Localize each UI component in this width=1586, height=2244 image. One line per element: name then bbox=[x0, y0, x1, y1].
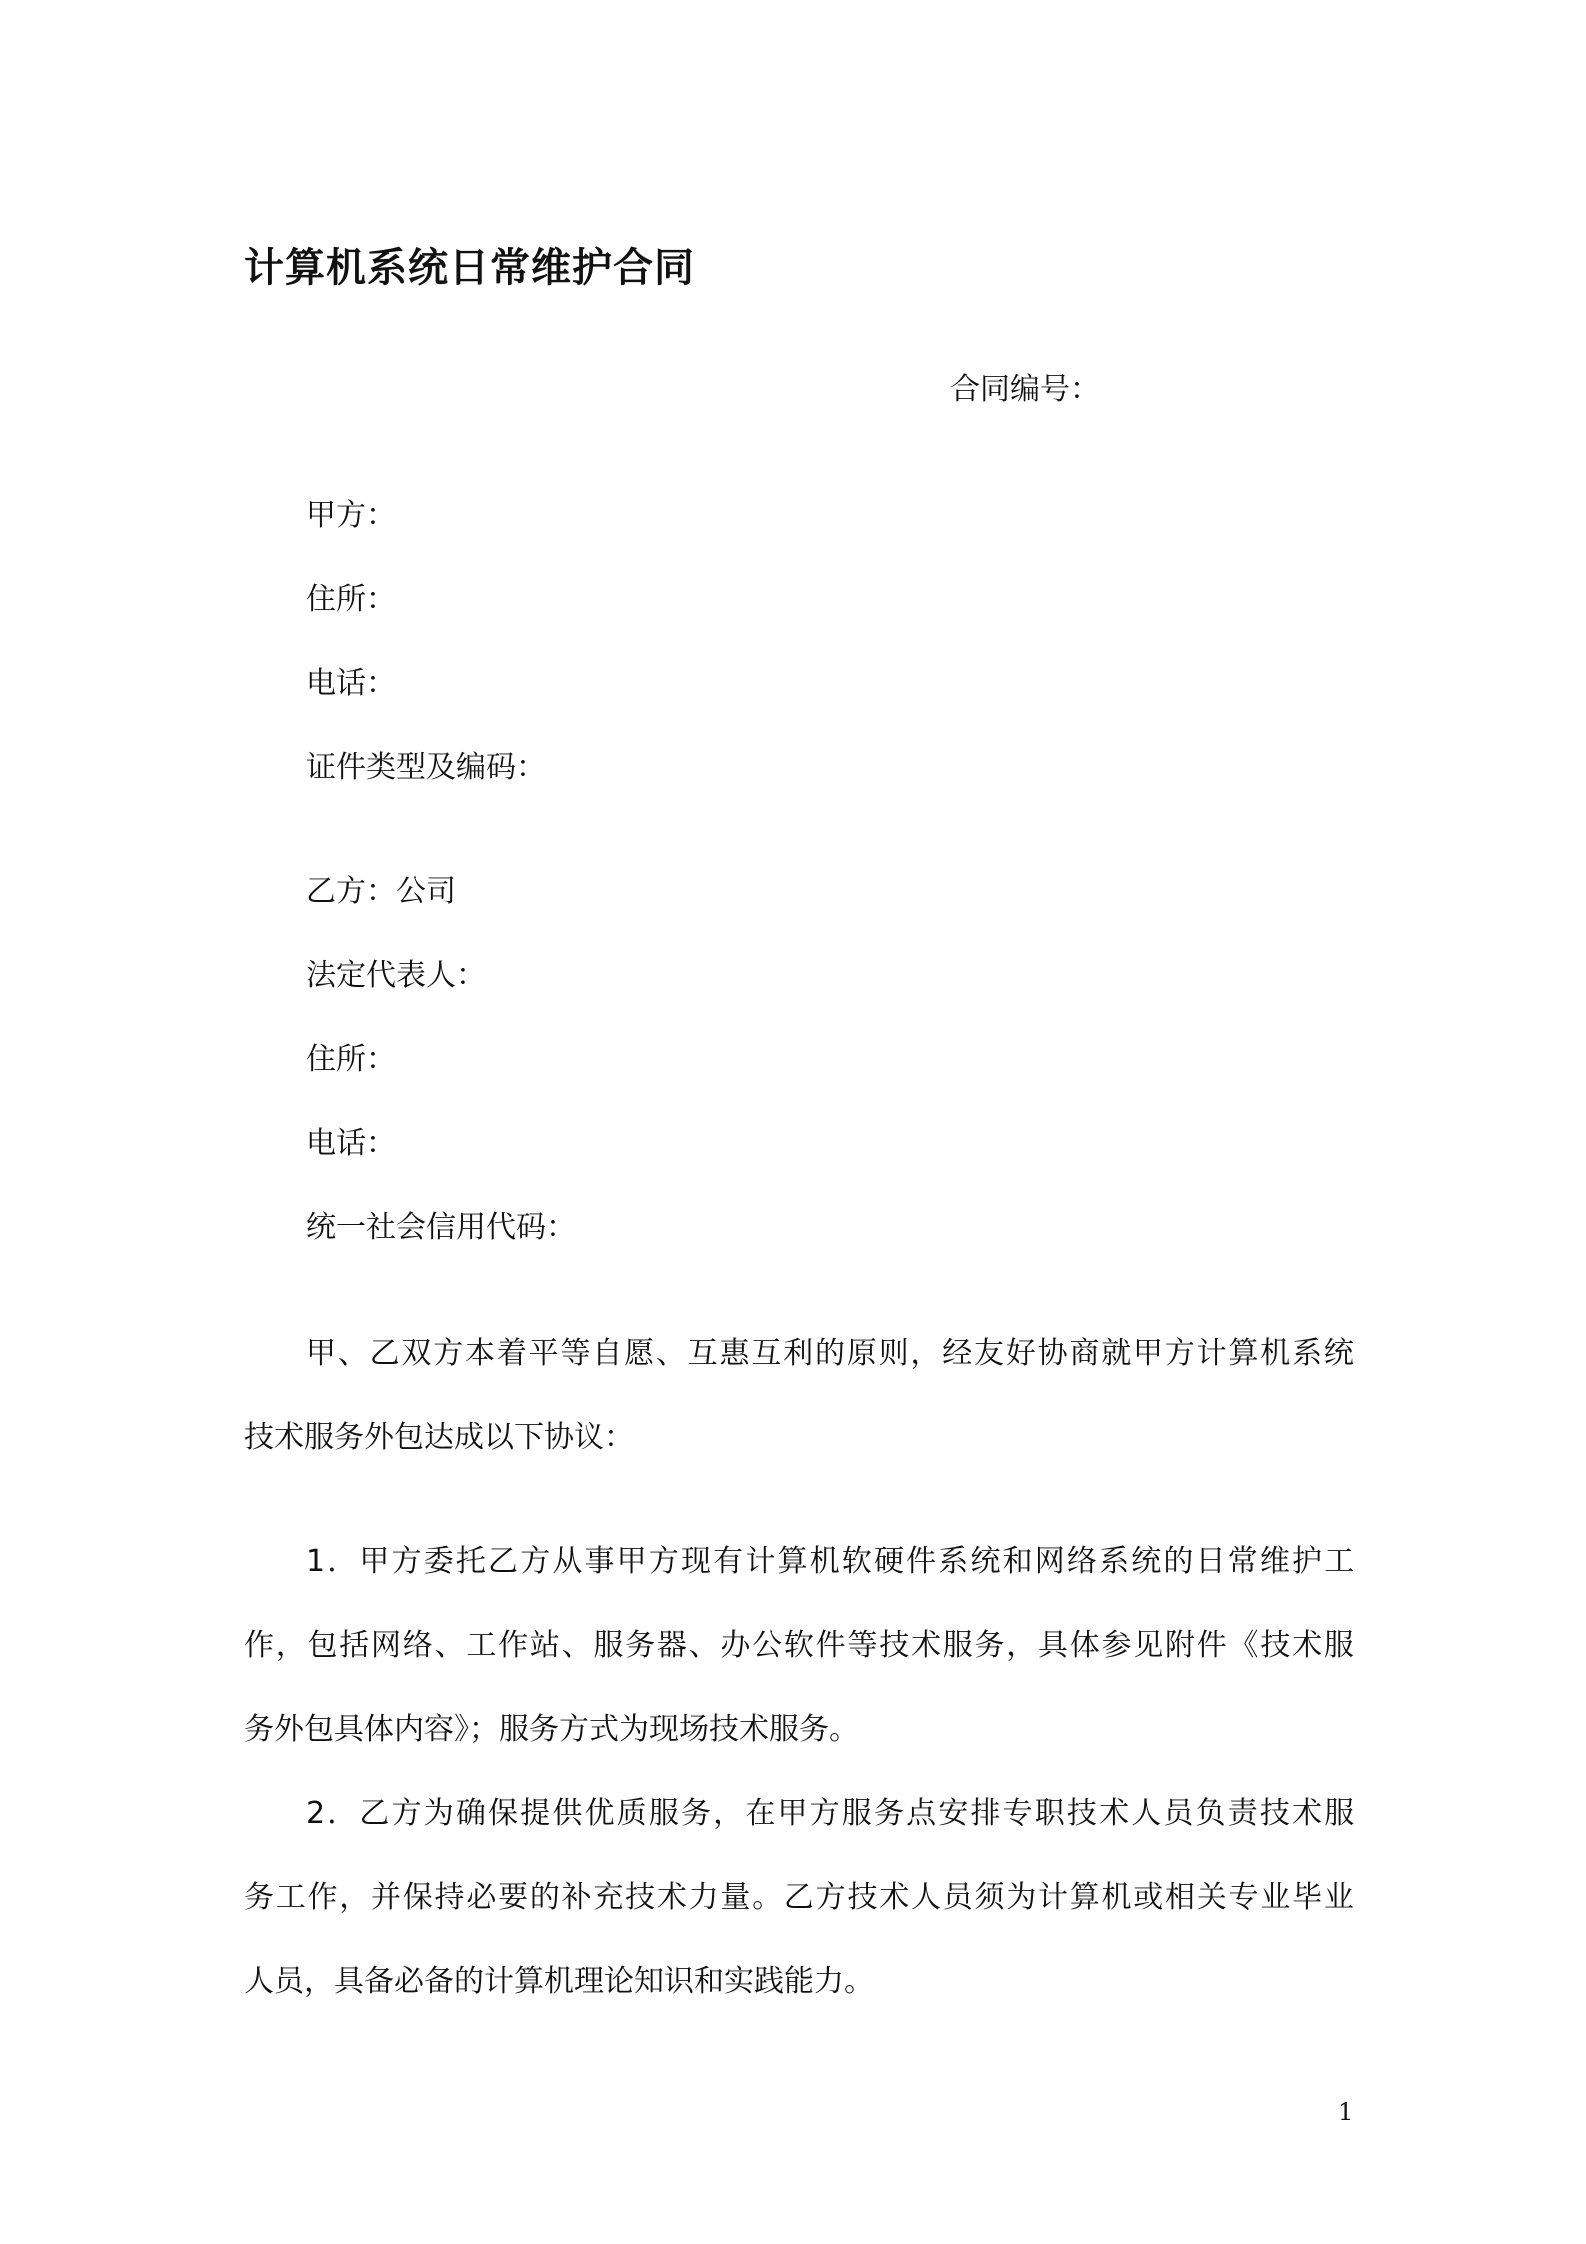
party-a-address-label: 住所： bbox=[306, 582, 396, 617]
clause-2-line: 务工作，并保持必要的补充技术力量。乙方技术人员须为计算机或相关专业毕业 bbox=[244, 1880, 1356, 1915]
party-a-id-label: 证件类型及编码： bbox=[306, 750, 546, 785]
intro-line: 甲、乙双方本着平等自愿、互惠互利的原则，经友好协商就甲方计算机系统 bbox=[306, 1336, 1356, 1371]
clause-2-line: 2．乙方为确保提供优质服务，在甲方服务点安排专职技术人员负责技术服 bbox=[306, 1796, 1357, 1831]
page-number: 1 bbox=[1338, 2098, 1354, 2126]
contract-number-label: 合同编号： bbox=[950, 372, 1100, 407]
party-b-name-label: 乙方：公司 bbox=[306, 874, 456, 909]
party-b-address-label: 住所： bbox=[306, 1042, 396, 1077]
clause-1-line: 作，包括网络、工作站、服务器、办公软件等技术服务，具体参见附件《技术服 bbox=[244, 1628, 1356, 1663]
party-b-legal-rep-label: 法定代表人： bbox=[306, 958, 486, 993]
clause-2-line: 人员，具备必备的计算机理论知识和实践能力。 bbox=[244, 1964, 874, 1999]
party-b-credit-code-label: 统一社会信用代码： bbox=[306, 1210, 576, 1245]
party-b-phone-label: 电话： bbox=[306, 1126, 396, 1161]
clause-1-line: 1．甲方委托乙方从事甲方现有计算机软硬件系统和网络系统的日常维护工 bbox=[306, 1544, 1357, 1579]
clause-1-line: 务外包具体内容》；服务方式为现场技术服务。 bbox=[244, 1712, 859, 1747]
party-a-phone-label: 电话： bbox=[306, 666, 396, 701]
document-title: 计算机系统日常维护合同 bbox=[244, 245, 695, 291]
intro-line: 技术服务外包达成以下协议： bbox=[244, 1420, 634, 1455]
party-a-name-label: 甲方： bbox=[306, 498, 396, 533]
